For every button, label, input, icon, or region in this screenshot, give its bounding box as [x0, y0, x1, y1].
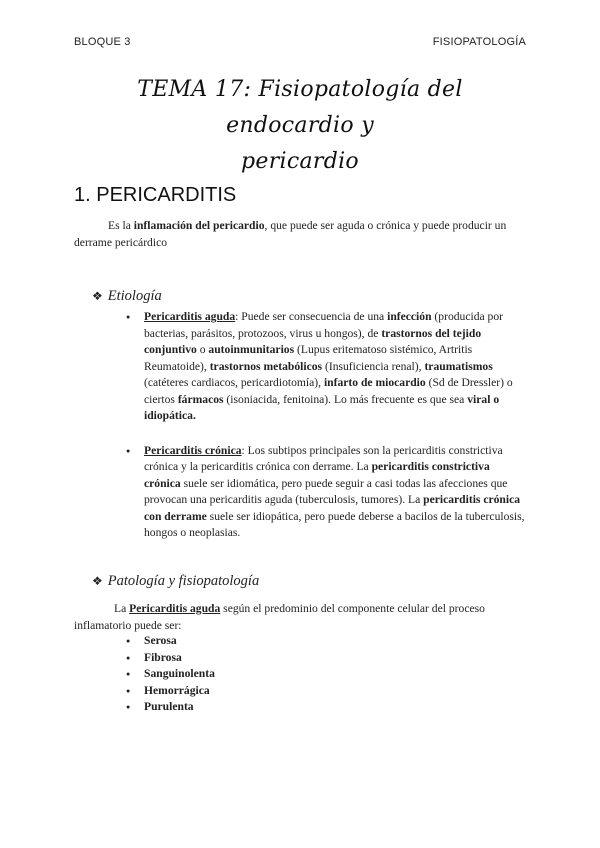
aguda-t5: (Insuficiencia renal), — [322, 359, 425, 373]
list-item: ● Fibrosa — [128, 650, 215, 667]
aguda-b5: traumatismos — [424, 359, 493, 373]
list-item: ● Hemorrágica — [128, 683, 215, 700]
header-subject: FISIOPATOLOGÍA — [432, 36, 526, 48]
etiologia-list — [128, 309, 526, 542]
aguda-t2: (producida por bacterias, parásitos, protozoos, virus u hongos), de — [144, 310, 504, 340]
intro-text-a: Es la — [108, 219, 134, 232]
list-item: ● Sanguinolenta — [128, 666, 215, 683]
cronica-term: Pericarditis crónica — [144, 443, 242, 457]
cronica-b1: pericarditis constrictiva crónica — [144, 460, 490, 490]
cronica-b2: pericarditis crónica con derrame — [144, 493, 521, 523]
patologia-term: Pericarditis aguda — [129, 602, 221, 615]
cronica-t3: suele ser idiopática, pero puede deberse a bacilos de la tuberculosis, hongos o neoplasias. — [144, 509, 525, 539]
section-heading: 1. PERICARDITIS — [74, 184, 237, 206]
aguda-t1: : Puede ser consecuencia de una — [235, 310, 388, 323]
list-item: ● Serosa — [128, 633, 215, 650]
page-title — [74, 72, 526, 180]
patologia-text-b: según el predominio del componente celular del proceso inflamatorio puede ser: — [74, 602, 485, 632]
list-item-cronica — [128, 443, 526, 542]
intro-bold: inflamación del pericardio — [133, 219, 265, 232]
patologia-heading-text: Patología y fisiopatología — [107, 573, 260, 589]
title-line-1: TEMA 17: Fisiopatología del endocardio y — [137, 77, 463, 138]
list-item: ● Purulenta — [128, 699, 215, 716]
aguda-b1: infección — [387, 310, 432, 323]
types-list — [128, 633, 215, 716]
aguda-b8: viral o idiopática. — [144, 392, 500, 422]
intro-text-c: , que puede ser aguda o crónica y puede producir un derrame pericárdico — [74, 219, 507, 249]
aguda-b6: infarto de miocardio — [323, 376, 426, 389]
aguda-t4: (Lupus eritematoso sistémico, Artritis Reumatoide), — [144, 343, 473, 373]
aguda-b4: trastornos metabólicos — [209, 359, 323, 373]
cronica-t2: suele ser idiomática, pero puede seguir a casi todas las afecciones que provocan una pericarditis aguda (tuberculosis, tumores). La — [144, 476, 508, 506]
patologia-text-a: La — [114, 602, 130, 615]
patologia-paragraph — [74, 601, 526, 634]
aguda-t8: (isoniacida, fenitoina). Lo más frecuente es que sea — [223, 392, 468, 406]
aguda-b3: autoinmunitarios — [208, 343, 295, 356]
aguda-t3: o — [196, 343, 209, 356]
aguda-term: Pericarditis aguda — [144, 310, 236, 323]
list-item-aguda — [128, 309, 526, 425]
etiologia-heading-text: Etiología — [107, 288, 162, 304]
etiologia-heading — [92, 288, 162, 305]
aguda-t6: (catéteres cardiacos, pericardiotomía), — [144, 376, 324, 389]
header-block: BLOQUE 3 — [74, 36, 131, 48]
aguda-t7: (Sd de Dressler) o ciertos — [144, 376, 513, 406]
cronica-t1: : Los subtipos principales son la pericarditis constrictiva crónica y la pericarditis crónica con derrame. La — [144, 443, 503, 473]
aguda-b7: fármacos — [177, 392, 224, 406]
title-line-2: pericardio — [241, 149, 359, 174]
patologia-heading — [92, 573, 259, 590]
intro-paragraph — [74, 218, 526, 251]
diamond-bullet-icon: ❖ — [92, 289, 103, 303]
diamond-bullet-icon: ❖ — [92, 574, 103, 588]
aguda-b2: trastornos del tejido conjuntivo — [144, 326, 482, 356]
